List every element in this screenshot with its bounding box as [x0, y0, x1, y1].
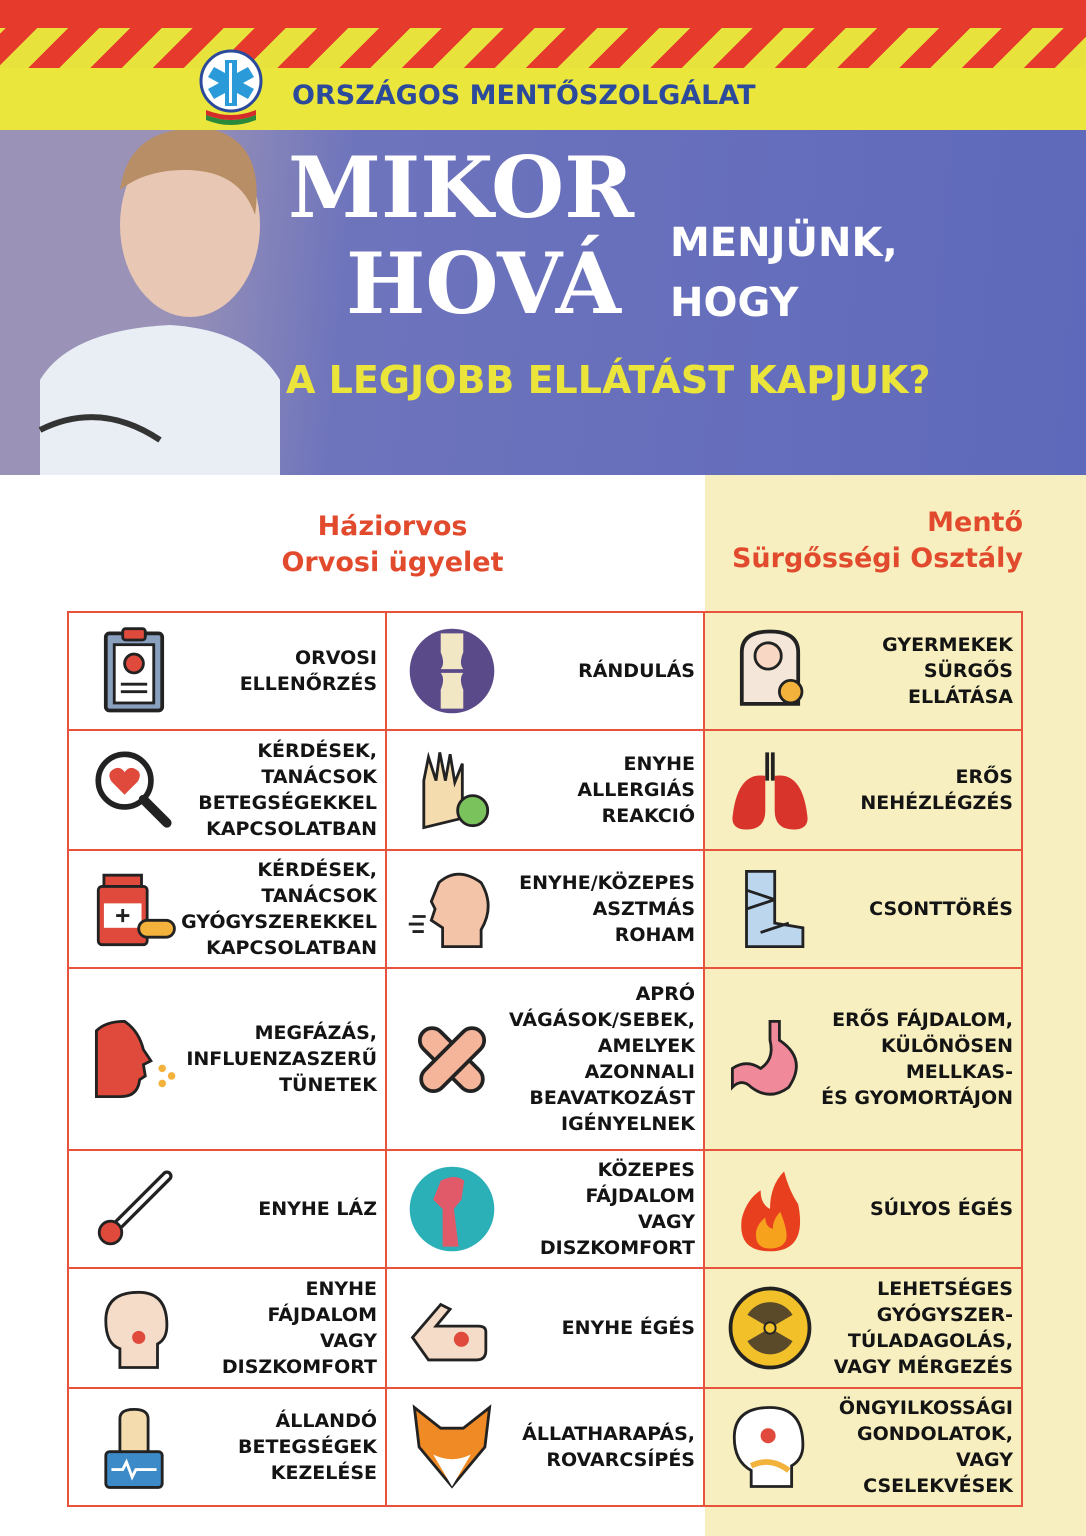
cell-label: APRÓ VÁGÁSOK/SEBEK, AMELYEK AZONNALI BEAVATKOZÁST IGÉNYELNEK [509, 983, 695, 1135]
cell-label: CSONTTÖRÉS [869, 898, 1013, 920]
back-pain-icon [405, 1162, 499, 1256]
cell-label: ENYHE ALLERGIÁS REAKCIÓ [577, 753, 695, 827]
left-column-header: Háziorvos Orvosi ügyelet [281, 511, 504, 578]
medicine-icon [87, 862, 181, 956]
cell-label: KÉRDÉSEK, TANÁCSOK GYÓGYSZEREKKEL KAPCSOLATBAN [181, 859, 377, 959]
hazard-stripes [0, 28, 1086, 68]
cell-col1-row6 [67, 1267, 387, 1389]
cell-label: ERŐS NEHÉZLÉGZÉS [860, 766, 1013, 814]
cell-label: GYERMEKEK SÜRGŐS ELLÁTÁSA [882, 634, 1013, 708]
cell-label: KÉRDÉSEK, TANÁCSOK BETEGSÉGEKKEL KAPCSOLATBAN [198, 740, 377, 840]
hand-burn-icon [405, 1281, 499, 1375]
cell-col2-row7 [385, 1387, 705, 1507]
cell-label: ÁLLANDÓ BETEGSÉGEK KEZELÉSE [238, 1410, 377, 1484]
asthma-icon [405, 862, 499, 956]
cell-col3-row4 [703, 967, 1023, 1151]
throat-icon [87, 1281, 181, 1375]
fox-icon [405, 1400, 499, 1494]
cell-label: ENYHE LÁZ [258, 1198, 377, 1220]
cell-label: LEHETSÉGES GYÓGYSZER- TÚLADAGOLÁS, VAGY MÉRGEZÉS [833, 1278, 1013, 1378]
cell-col2-row1 [385, 611, 705, 731]
thermometer-icon [87, 1162, 181, 1256]
cell-label: MEGFÁZÁS, INFLUENZASZERŰ TÜNETEK [186, 1022, 377, 1096]
org-name: ORSZÁGOS MENTŐSZOLGÁLAT [292, 80, 756, 111]
cell-col1-row7 [67, 1387, 387, 1507]
cell-col1-row1 [67, 611, 387, 731]
fire-icon [723, 1162, 817, 1256]
cell-col1-row5 [67, 1149, 387, 1269]
cell-label: ENYHE/KÖZEPES ASZTMÁS ROHAM [519, 872, 695, 946]
cell-col3-row2 [703, 729, 1023, 851]
cell-col3-row5 [703, 1149, 1023, 1269]
mind-icon [723, 1400, 817, 1494]
cell-col2-row2 [385, 729, 705, 851]
toxic-icon [723, 1281, 817, 1375]
cell-label: ÁLLATHARAPÁS, ROVARCSÍPÉS [522, 1423, 695, 1471]
cell-col1-row3 [67, 849, 387, 969]
bandage-icon [405, 1012, 499, 1106]
cell-label: ÖNGYILKOSSÁGI GONDOLATOK, VAGY CSELEKVÉSEK [838, 1397, 1013, 1497]
cell-label: KÖZEPES FÁJDALOM VAGY DISZKOMFORT [539, 1159, 695, 1259]
right-column-header: Mentő Sürgősségi Osztály [731, 507, 1023, 574]
sneeze-icon [87, 1012, 181, 1106]
cell-col1-row2 [67, 729, 387, 851]
cell-label: ENYHE FÁJDALOM VAGY DISZKOMFORT [221, 1278, 377, 1378]
cell-label: ENYHE ÉGÉS [561, 1317, 695, 1339]
title-mikor: MIKOR [288, 138, 635, 237]
ambulance-logo [198, 46, 264, 126]
cell-col2-row6 [385, 1267, 705, 1389]
cell-col2-row5 [385, 1149, 705, 1269]
cell-label: ORVOSI ELLENŐRZÉS [239, 647, 377, 695]
cell-col3-row6 [703, 1267, 1023, 1389]
cell-label: ERŐS FÁJDALOM, KÜLÖNÖSEN MELLKAS- ÉS GYOMORTÁJON [821, 1009, 1013, 1109]
title-menjunk: MENJÜNK, [670, 220, 898, 266]
nurse-portrait [0, 130, 300, 475]
stomach-icon [723, 1012, 817, 1106]
main-question: A LEGJOBB ELLÁTÁST KAPJUK? [286, 358, 931, 402]
joint-icon [405, 624, 499, 718]
allergy-hand-icon [405, 743, 499, 837]
cell-col2-row4 [385, 967, 705, 1151]
cell-col3-row7 [703, 1387, 1023, 1507]
lungs-icon [723, 743, 817, 837]
cell-col3-row1 [703, 611, 1023, 731]
baby-icon [723, 624, 817, 718]
cell-col2-row3 [385, 849, 705, 969]
cell-label: RÁNDULÁS [578, 660, 695, 682]
hero-banner [0, 130, 1086, 475]
monitor-icon [87, 1400, 181, 1494]
title-hogy: HOGY [670, 280, 799, 326]
clipboard-icon [87, 624, 181, 718]
cell-col1-row4 [67, 967, 387, 1151]
cell-label: SÚLYOS ÉGÉS [869, 1198, 1013, 1220]
title-hova: HOVÁ [346, 234, 621, 333]
top-red-band [0, 0, 1086, 28]
cast-icon [723, 862, 817, 956]
cell-col3-row3 [703, 849, 1023, 969]
magnifier-heart-icon [87, 743, 181, 837]
